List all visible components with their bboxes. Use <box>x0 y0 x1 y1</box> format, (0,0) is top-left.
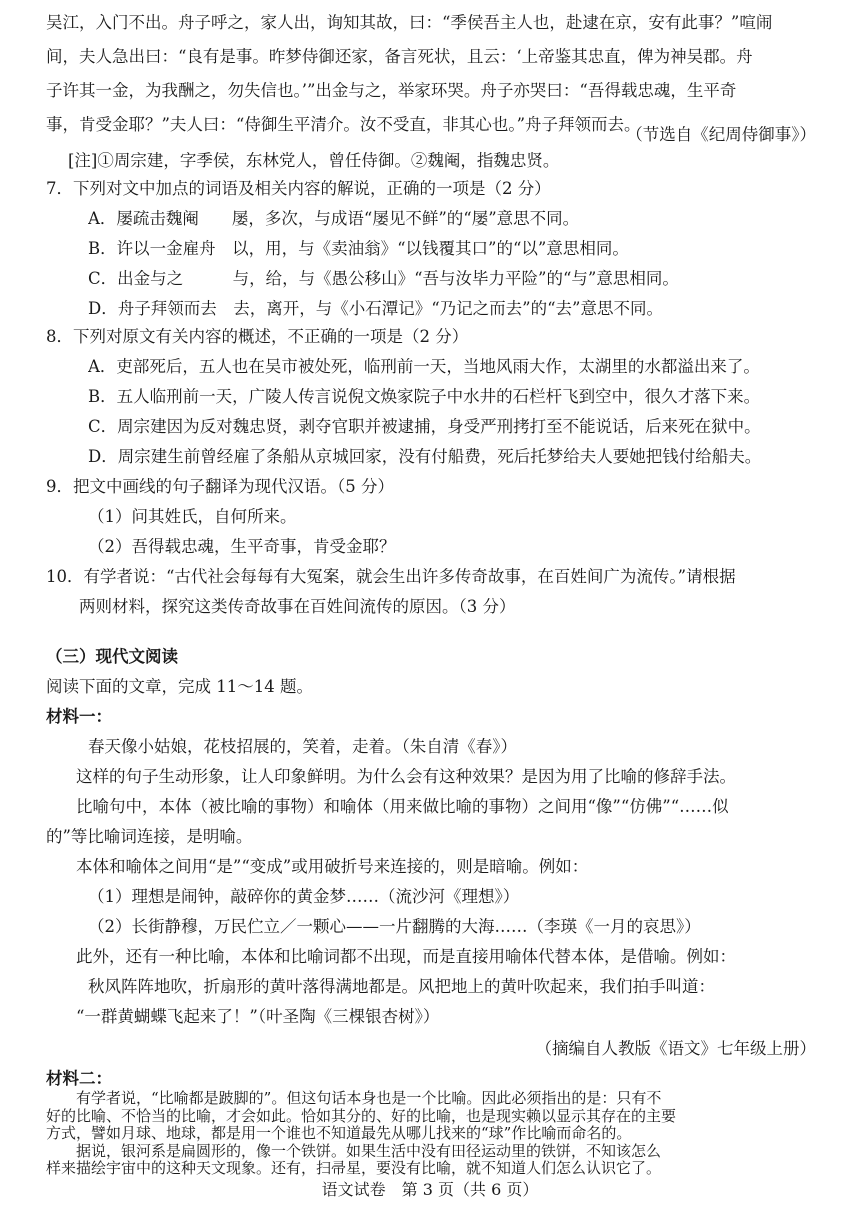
question-8-option-a: A．吏部死后，五人也在吴市被处死，临刑前一天，当地风雨大作，太湖里的水都溢出来了。 <box>88 357 760 376</box>
question-7-option-b: B．许以一金雇舟 以，用，与《卖油翁》“以钱覆其口”的“以”意思相同。 <box>88 239 629 258</box>
classical-line: 吴江，入门不出。舟子呼之，家人出，询知其故，曰：“季侯吾主人也，赴逮在京，安有此事？”喧闹 <box>46 13 773 32</box>
material-1-example-1: （1）理想是闹钟，敲碎你的黄金梦……（流沙河《理想》） <box>88 887 520 906</box>
question-10-line: 10．有学者说：“古代社会每每有大冤案，就会生出许多传奇故事，在百姓间广为流传。”请根据 <box>46 567 736 586</box>
section-instruction: 阅读下面的文章，完成 11～14 题。 <box>46 677 313 696</box>
material-2-line: 样来描绘宇宙中的这种天文现象。还有，扫帚星，要没有比喻，就不知道人们怎么认识它了。 <box>46 1160 662 1177</box>
material-2-line: 据说，银河系是扁圆形的，像一个铁饼。如果生活中没有田径运动里的铁饼，不知该怎么 <box>76 1142 662 1160</box>
material-1-line: 这样的句子生动形象，让人印象鲜明。为什么会有这种效果？是因为用了比喻的修辞手法。 <box>76 767 736 786</box>
question-7-option-d: D．舟子拜领而去 去，离开，与《小石潭记》“乃记之而去”的“去”意思不同。 <box>88 299 663 318</box>
classical-line: 间，夫人急出曰：“良有是事。昨梦侍御还家，备言死状，且云：‘上帝鉴其忠直，俾为神吴郡。舟 <box>46 47 753 66</box>
classical-line: 事，肯受金耶？”夫人曰：“侍御生平清介。汝不受直，非其心也。”舟子拜领而去。 <box>46 115 641 134</box>
question-8-stem: 8．下列对原文有关内容的概述，不正确的一项是（2 分） <box>46 327 469 346</box>
question-7-option-a: A．屡疏击魏阉 屡，多次，与成语“屡见不鲜”的“屡”意思不同。 <box>88 209 580 228</box>
material-1-source: （摘编自人教版《语文》七年级上册） <box>535 1039 816 1058</box>
classical-line: 子许其一金，为我酬之，勿失信也。’”出金与之，举家环哭。舟子亦哭曰：“吾得载忠魂，生平奇 <box>46 81 737 100</box>
material-2-line: 有学者说，“比喻都是跛脚的”。但这句话本身也是一个比喻。因此必须指出的是：只有不 <box>76 1090 662 1107</box>
question-9-stem: 9．把文中画线的句子翻译为现代汉语。（5 分） <box>46 477 394 496</box>
question-7-stem: 7．下列对文中加点的词语及相关内容的解说，正确的一项是（2 分） <box>46 179 551 198</box>
material-1-line: 的”等比喻词连接，是明喻。 <box>46 827 253 846</box>
material-1-line: 比喻句中，本体（被比喻的事物）和喻体（用来做比喻的事物）之间用“像”“仿佛”“……似 <box>76 797 729 816</box>
classical-note: [注]①周宗建，字季侯，东林党人，曾任侍御。②魏阉，指魏忠贤。 <box>68 151 560 170</box>
question-9-item-1: （1）问其姓氏，自何所来。 <box>88 507 297 526</box>
question-10-line: 两则材料，探究这类传奇故事在百姓间流传的原因。（3 分） <box>46 597 516 616</box>
material-1-line: 秋风阵阵地吹，折扇形的黄叶落得满地都是。风把地上的黄叶吹起来，我们拍手叫道： <box>88 977 715 996</box>
page-footer: 语文试卷 第 3 页（共 6 页） <box>321 1180 539 1199</box>
section-heading: （三）现代文阅读 <box>46 647 178 666</box>
material-1-example-2: （2）长街静穆，万民伫立／一颗心——一片翻腾的大海……（李瑛《一月的哀思》） <box>88 917 701 936</box>
question-8-option-d: D．周宗建生前曾经雇了条船从京城回家，没有付船费，死后托梦给夫人要她把钱付给船夫。 <box>88 447 762 466</box>
material-2-line: 方式，譬如月球、地球，都是用一个谁也不知道最先从哪儿找来的“球”作比喻而命名的。 <box>46 1125 632 1142</box>
question-9-item-2: （2）吾得载忠魂，生平奇事，肯受金耶？ <box>88 537 396 556</box>
material-1-line: 此外，还有一种比喻，本体和比喻词都不出现，而是直接用喻体代替本体，是借喻。例如： <box>76 947 736 966</box>
question-8-option-c: C．周宗建因为反对魏忠贤，剥夺官职并被逮捕，身受严刑拷打至不能说话，后来死在狱中。 <box>88 417 761 436</box>
material-2-line: 好的比喻、不恰当的比喻，才会如此。恰如其分的、好的比喻，也是现实赖以显示其存在的主要 <box>46 1107 677 1125</box>
question-8-option-b: B．五人临刑前一天，广陵人传言说倪文焕家院子中水井的石栏杆飞到空中，很久才落下来。 <box>88 387 761 406</box>
material-1-line: “一群黄蝴蝶飞起来了！”（叶圣陶《三棵银杏树》） <box>76 1007 440 1026</box>
material-1-line: 春天像小姑娘，花枝招展的，笑着，走着。（朱自清《春》） <box>88 737 517 756</box>
question-7-option-c: C．出金与之 与，给，与《愚公移山》“吾与汝毕力平险”的“与”意思相同。 <box>88 269 679 288</box>
material-1-line: 本体和喻体之间用“是”“变成”或用破折号来连接的，则是暗喻。例如： <box>76 857 589 876</box>
material-2-title: 材料二： <box>46 1069 112 1088</box>
classical-source: （节选自《纪周侍御事》） <box>626 125 816 144</box>
material-1-title: 材料一： <box>46 707 112 726</box>
